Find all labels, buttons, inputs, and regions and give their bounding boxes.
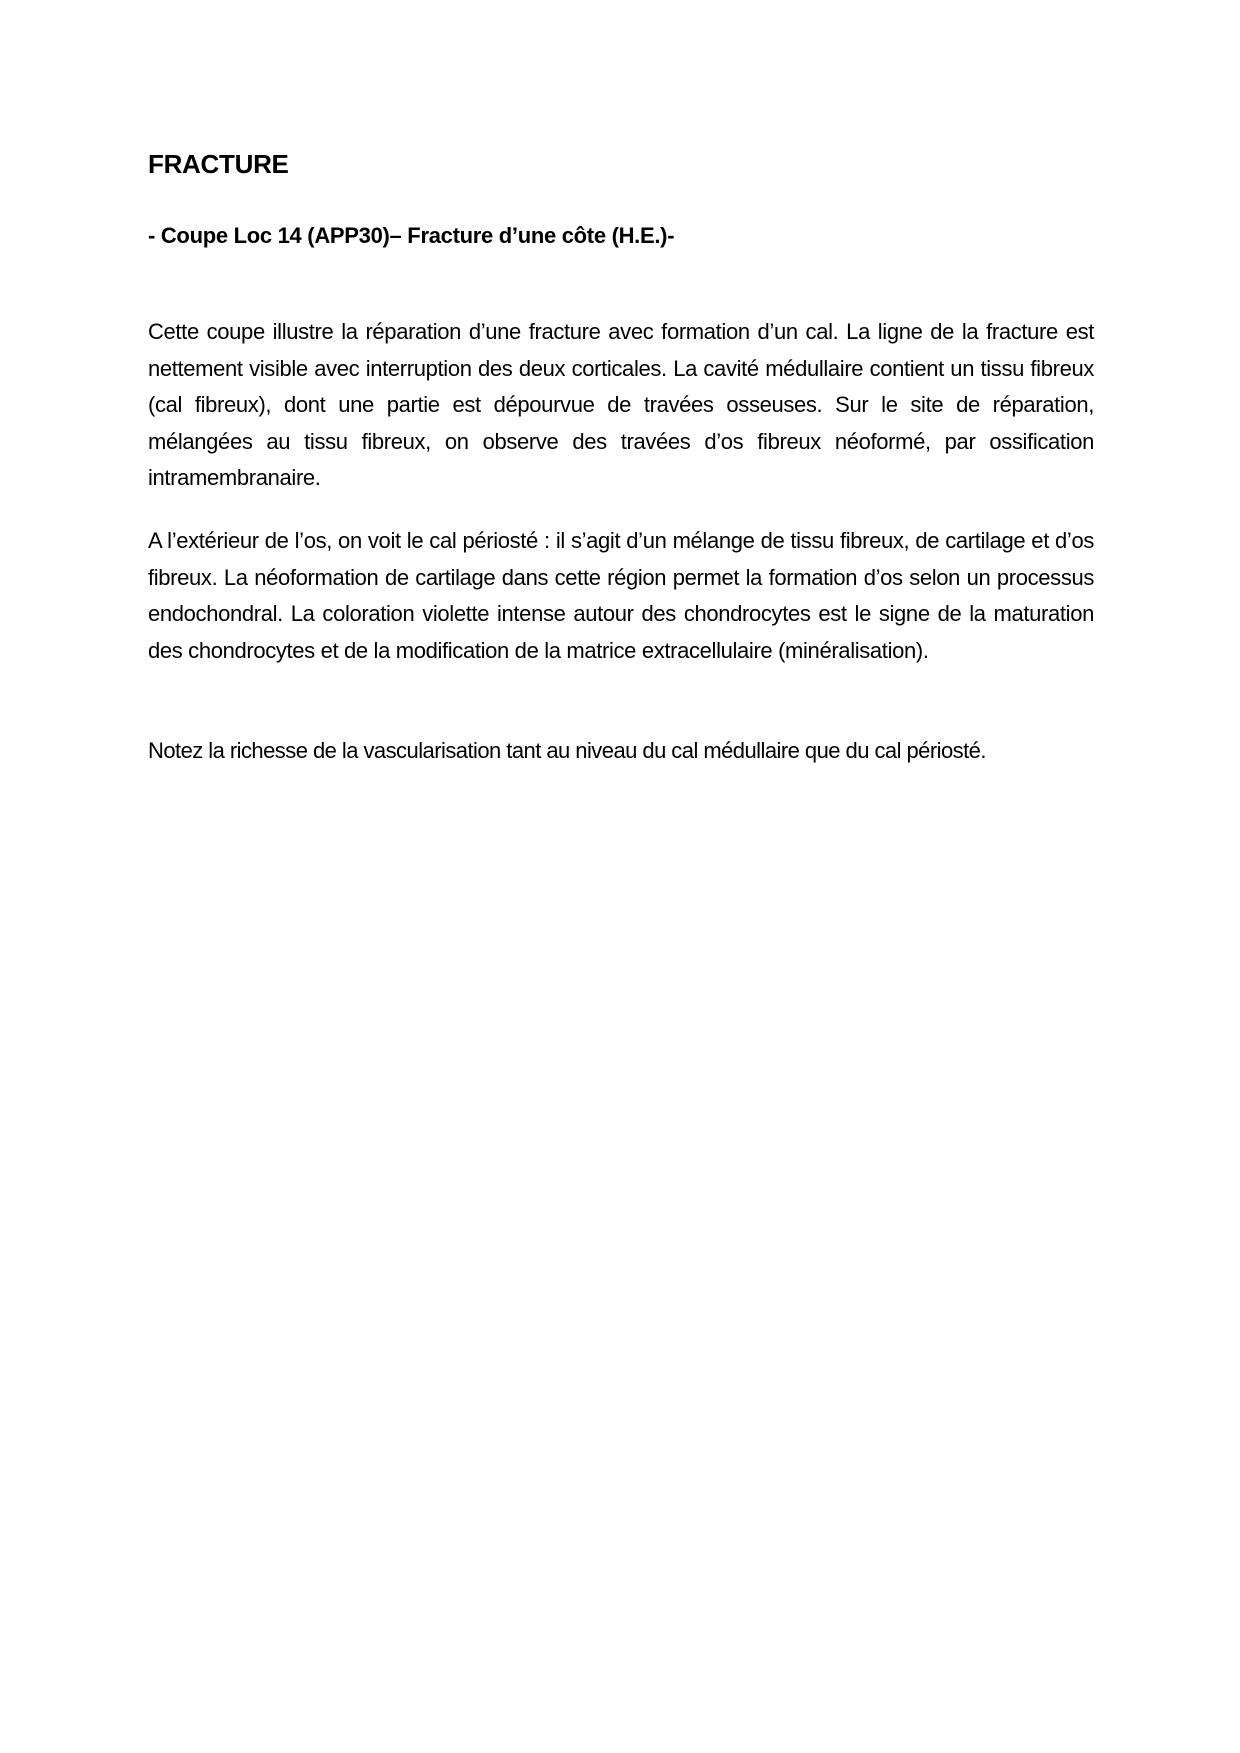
paragraph-periosteal-callus: A l’extérieur de l’os, on voit le cal périosté : il s’agit d’un mélange de tissu fibreux, de cartilage et d’os fibreux. La néoformation de cartilage dans cette région permet la formation d’os selon un processus endochondral. La coloration violette intense autour des chondrocytes est le signe de la maturation des chondrocytes et de la modification de la matrice extracellulaire (minéralisation).: [148, 528, 1094, 663]
document-subtitle: - Coupe Loc 14 (APP30)– Fracture d’une côte (H.E.)-: [148, 223, 675, 248]
paragraph-fracture-repair: Cette coupe illustre la réparation d’une fracture avec formation d’un cal. La ligne de la fracture est nettement visible avec interruption des deux corticales. La cavité médullaire contient un tissu fibreux (cal fibreux), dont une partie est dépourvue de travées osseuses. Sur le site de réparation, mélangées au tissu fibreux, on observe des travées d’os fibreux néoformé, par ossification intramembranaire.: [148, 319, 1094, 490]
paragraph-vascularization-note: Notez la richesse de la vascularisation tant au niveau du cal médullaire que du cal périosté.: [148, 738, 986, 763]
document-title: FRACTURE: [148, 149, 289, 179]
